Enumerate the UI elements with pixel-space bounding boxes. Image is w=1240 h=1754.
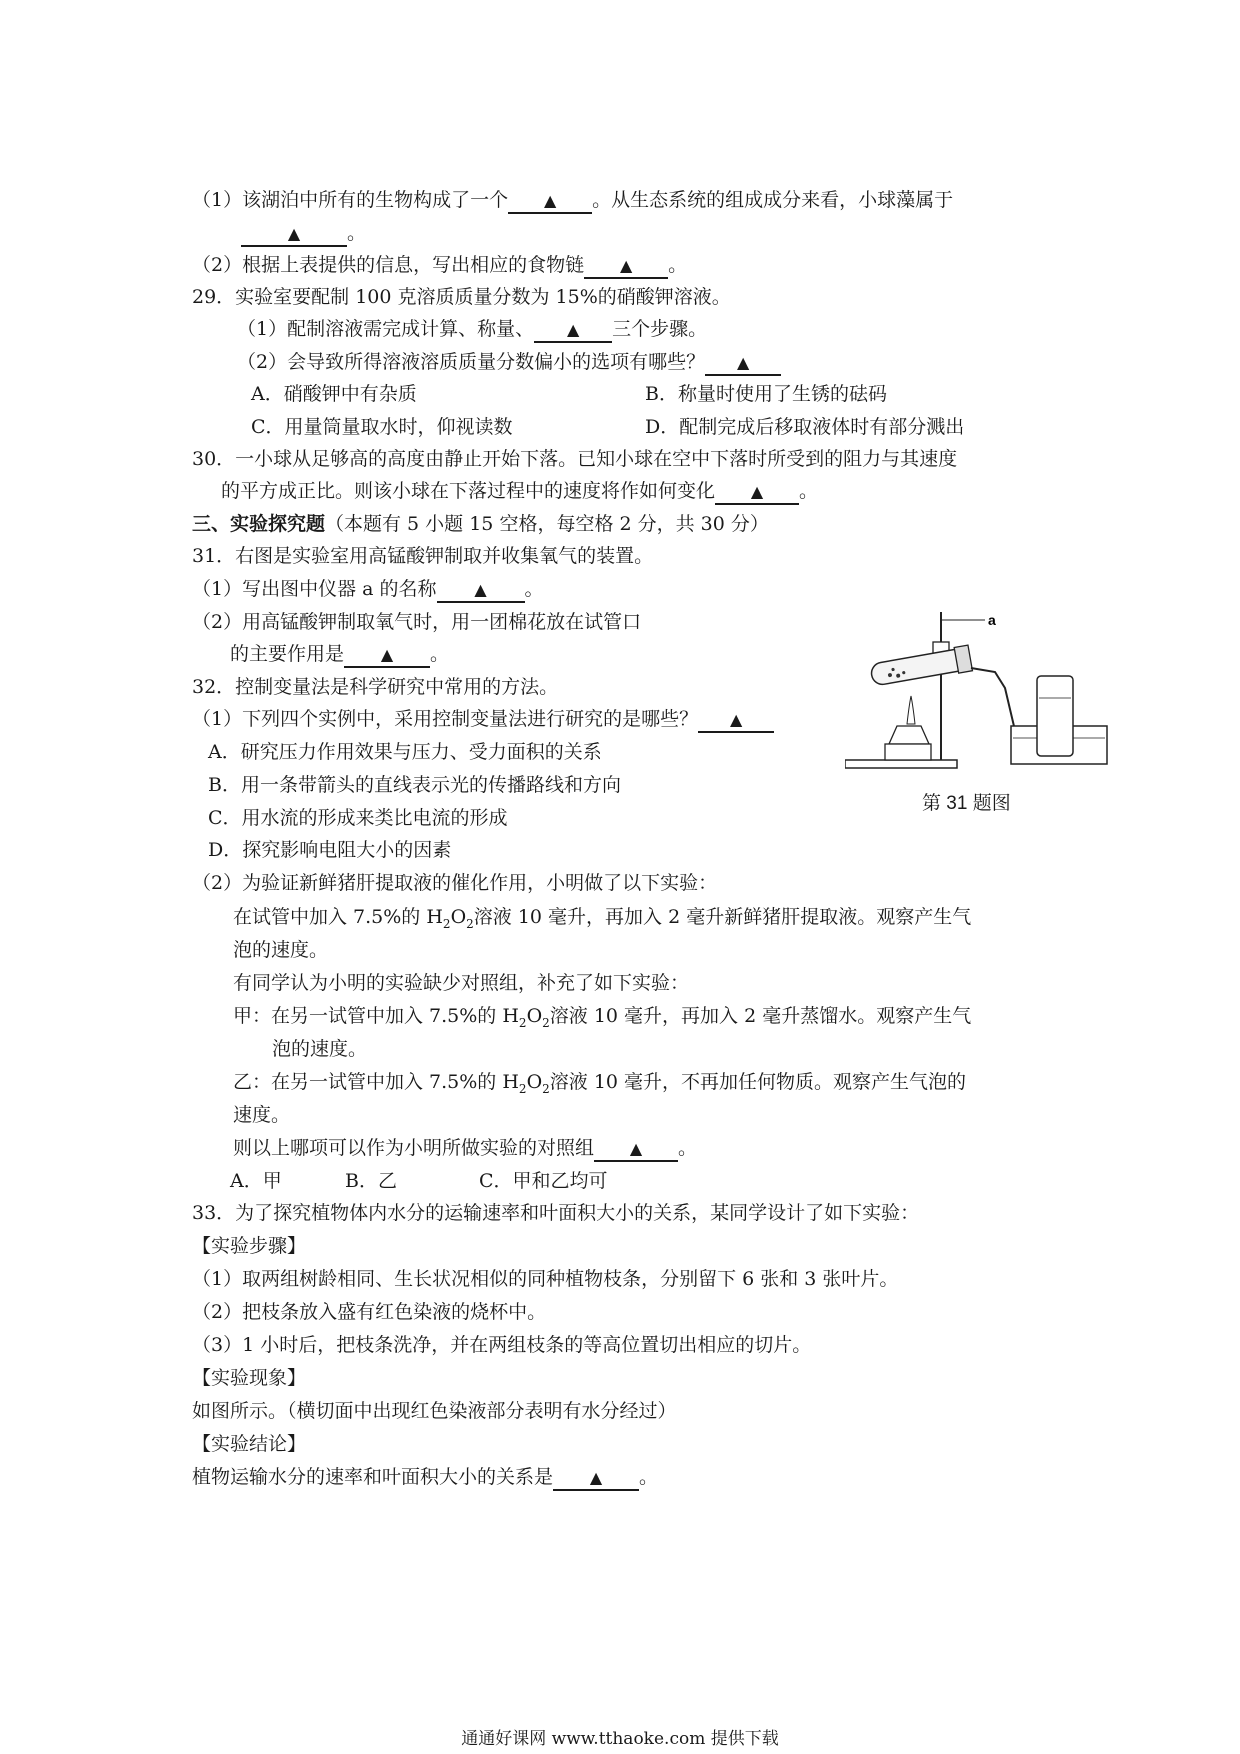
q32-jia-line1: 甲：在另一试管中加入 7.5%的 $H_2O_2$溶液 10 毫升，再加入 2 毫升蒸馏水。观察产生气 [233,1005,972,1030]
q28-part1-line: （1）该湖泊中所有的生物构成了一个 ▲ 。从生态系统的组成成分来看，小球藻属于 [192,187,953,214]
q29-option-d: D．配制完成后移取液体时有部分溅出 [645,416,965,438]
q32-part2: （2）为验证新鲜猪肝提取液的催化作用，小明做了以下实验： [192,872,718,894]
q33-step1: （1）取两组树龄相同、生长状况相似的同种植物枝条，分别留下 6 张和 3 张叶片。 [192,1268,899,1290]
q32-option-c: C．用水流的形成来类比电流的形成 [208,807,508,829]
q32-choice-b: B．乙 [345,1170,397,1192]
section-title: 三、实验探究题 [192,513,326,535]
q31-part2-line1: （2）用高锰酸钾制取氧气时，用一团棉花放在试管口 [192,611,642,633]
answer-blank[interactable]: ▲ [534,319,612,343]
q32-yi-line1: 乙：在另一试管中加入 7.5%的 $H_2O_2$溶液 10 毫升，不再加任何物质。观察产生气泡的 [233,1071,967,1096]
q32-ask-line: 则以上哪项可以作为小明所做实验的对照组 ▲ 。 [233,1135,697,1162]
answer-blank[interactable]: ▲ [241,223,347,247]
q30-line1: 30．一小球从足够高的高度由静止开始下落。已知小球在空中下落时所受到的阻力与其速度 [192,448,958,470]
answer-blank[interactable]: ▲ [584,255,668,279]
oxygen-apparatus-figure [845,598,1115,783]
test-tube [869,645,972,688]
q29-stem: 29．实验室要配制 100 克溶质质量分数为 15%的硝酸钾溶液。 [192,286,731,308]
answer-blank[interactable]: ▲ [715,481,799,505]
q29-option-a: A．硝酸钾中有杂质 [251,383,417,405]
q30-line2: 的平方成正比。则该小球在下落过程中的速度将作如何变化 ▲ 。 [221,478,818,505]
q28-part2-line: （2）根据上表提供的信息，写出相应的食物链 ▲ 。 [192,252,687,279]
answer-blank[interactable]: ▲ [553,1467,639,1491]
q28-part1-line2: ▲ 。 [241,220,366,247]
answer-blank[interactable]: ▲ [508,190,592,214]
wood-block [885,744,931,760]
q32-part1-line: （1）下列四个实例中，采用控制变量法进行研究的是哪些？ ▲ [192,706,774,733]
q31-part2-line2: 的主要作用是 ▲ 。 [230,641,449,668]
q32-experiment-line2: 泡的速度。 [233,939,329,961]
q33-steps-heading: 【实验步骤】 [192,1235,307,1257]
q32-option-b: B．用一条带箭头的直线表示光的传播路线和方向 [208,774,621,796]
q32-yi-line2: 速度。 [233,1104,291,1126]
figure-caption: 第 31 题图 [922,793,1011,814]
q32-stem: 32．控制变量法是科学研究中常用的方法。 [192,676,559,698]
stand-base [845,760,957,768]
answer-blank[interactable]: ▲ [594,1138,678,1162]
q33-conclusion-line: 植物运输水分的速率和叶面积大小的关系是 ▲ 。 [192,1464,658,1491]
q33-step2: （2）把枝条放入盛有红色染液的烧杯中。 [192,1301,547,1323]
q29-option-b: B．称量时使用了生锈的砝码 [645,383,887,405]
answer-blank[interactable]: ▲ [437,579,525,603]
page-footer: 通通好课网 www.tthaoke.com 提供下载 [461,1729,779,1749]
q32-option-a: A．研究压力作用效果与压力、受力面积的关系 [208,741,602,763]
q31-part1-line: （1）写出图中仪器 a 的名称 ▲ 。 [192,576,544,603]
q32-choice-a: A．甲 [230,1170,282,1192]
answer-blank[interactable]: ▲ [705,352,781,376]
q33-phenomenon-heading: 【实验现象】 [192,1367,307,1389]
flame [907,696,915,724]
answer-blank[interactable]: ▲ [698,709,774,733]
gas-collecting-bottle [1037,676,1073,756]
section-note: （本题有 5 小题 15 空格，每空格 2 分，共 30 分） [325,513,769,535]
alcohol-lamp [889,726,929,744]
label-a: a [988,612,996,628]
q33-phenomenon: 如图所示。（横切面中出现红色染液部分表明有水分经过） [192,1400,677,1422]
q32-experiment-line1: 在试管中加入 7.5%的 $H_2O_2$溶液 10 毫升，再加入 2 毫升新鲜猪肝提取液。观察产生气 [233,906,972,931]
q33-stem: 33．为了探究植物体内水分的运输速率和叶面积大小的关系，某同学设计了如下实验： [192,1202,920,1224]
q29-option-c: C．用量筒量取水时，仰视读数 [251,416,513,438]
section-heading [192,511,769,537]
q33-conclusion-heading: 【实验结论】 [192,1433,307,1455]
q29-part2-line: （2）会导致所得溶液溶质质量分数偏小的选项有哪些？ ▲ [237,349,781,376]
q32-choice-c: C．甲和乙均可 [479,1170,608,1192]
q28-part1-text: （1）该湖泊中所有的生物构成了一个 [192,189,509,211]
q33-step3: （3）1 小时后，把枝条洗净，并在两组枝条的等高位置切出相应的切片。 [192,1334,812,1356]
q32-jia-line2: 泡的速度。 [272,1038,368,1060]
answer-blank[interactable]: ▲ [344,644,430,668]
q32-control-intro: 有同学认为小明的实验缺少对照组，补充了如下实验： [233,972,690,994]
q32-option-d: D．探究影响电阻大小的因素 [208,839,452,861]
q31-stem: 31．右图是实验室用高锰酸钾制取并收集氧气的装置。 [192,545,654,567]
q29-part1-line: （1）配制溶液需完成计算、称量、 ▲ 三个步骤。 [237,316,707,343]
